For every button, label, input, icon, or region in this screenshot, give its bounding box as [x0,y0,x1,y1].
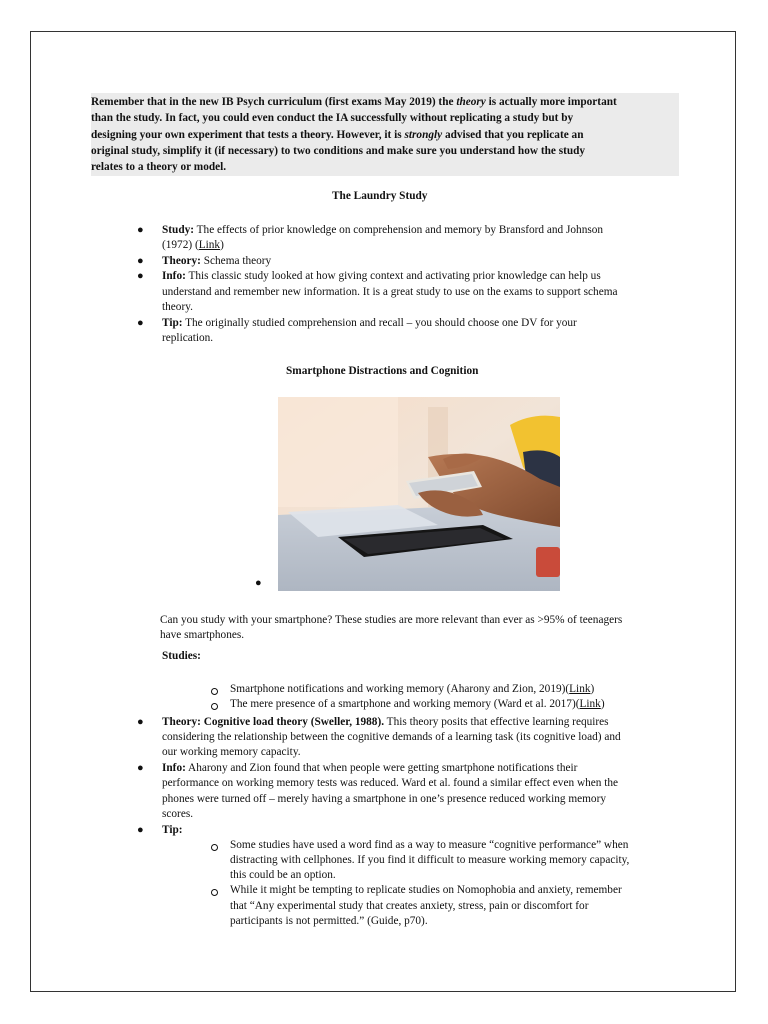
intro-text: original study, simplify it (if necessary) to two conditions and make sure you understand how the study [91,144,586,157]
smartphone-tip-line [162,823,183,839]
laundry-tip-line [162,316,577,332]
sub-bullet [211,844,218,851]
smartphone-intro-line: Can you study with your smartphone? These studies are more relevant than ever as >95% of teenagers [160,614,623,626]
intro-text: than the study. In fact, you could even conduct the IA successfully without replicating a study but by [91,112,574,125]
bullet: ● [137,255,144,267]
intro-text: designing your own experiment that tests a theory. However, it is [91,128,405,141]
tip-item-1-line-2: distracting with cellphones. If you find it difficult to measure working memory capacity, [230,854,630,866]
sub-bullet [211,703,218,710]
smartphone-intro-line-2: have smartphones. [160,629,245,641]
bullet: ● [137,270,144,282]
study-label: Study: [162,224,195,236]
study-text: The effects of prior knowledge on comprehension and memory by Bransford and Johnson [194,224,604,236]
info-text: Aharony and Zion found that when people were getting smartphone notifications their [185,762,578,774]
study-item-text: The mere presence of a smartphone and working memory (Ward et al. 2017)( [230,698,580,710]
smartphone-info-line [162,761,577,777]
bullet: ● [137,224,144,236]
smartphone-theory-line-2: considering the relationship between the cognitive demands of a learning task (its cognitive load) and [162,731,621,743]
study-item-2 [230,697,605,713]
sub-bullet [211,889,218,896]
intro-text: advised that you replicate an [442,128,584,141]
laundry-theory-line [162,254,271,270]
smartphone-info-line-2: performance on working memory tests was reduced. Ward et al. found a similar effect even when the [162,777,619,789]
intro-emphasis-theory: theory [456,96,486,108]
info-label: Info: [162,270,186,282]
tip-item-2-line-3: participants is not permitted.” (Guide, p70). [230,915,428,927]
intro-text: is actually more important [485,96,617,108]
tip-item-2-line-2: that “Any experimental study that creates anxiety, stress, pain or discomfort for [230,900,589,912]
smartphone-info-line-4: scores. [162,808,194,820]
intro-callout [91,93,679,176]
tip-label: Tip: [162,824,183,836]
laundry-study-line-2 [162,238,224,254]
tip-item-1-line-3: this could be an option. [230,869,336,881]
study-text: ) [220,239,224,251]
study-item-text: ) [600,698,605,710]
laundry-info-line-3: theory. [162,301,193,313]
laundry-info-line [162,269,601,285]
tip-label: Tip: [162,317,183,329]
intro-emphasis-strongly: strongly [404,128,443,141]
theory-label: Theory: [162,255,201,267]
bullet: ● [137,762,144,774]
laundry-info-line-2: understand and remember new information. It is a great study to use on the exams to support schema [162,286,618,298]
studies-label [162,649,201,665]
theory-label: Theory: Cognitive load theory (Sweller, 1988). [162,716,385,728]
theory-text: This theory posits that effective learning requires [384,716,609,728]
smartphone-info-line-3: phones were turned off – merely having a smartphone in one’s presence reduced working memory [162,793,606,805]
bullet: ● [255,577,262,589]
tip-text: The originally studied comprehension and recall – you should choose one DV for your [182,317,577,329]
tip-item-2: While it might be tempting to replicate studies on Nomophobia and anxiety, remember [230,884,622,896]
sub-bullet [211,688,218,695]
laundry-study-link[interactable]: Link [198,239,221,251]
info-text: This classic study looked at how giving context and activating prior knowledge can help us [185,270,601,282]
tip-item-1: Some studies have used a word find as a way to measure “cognitive performance” when [230,839,629,851]
bullet: ● [137,317,144,329]
info-label: Info: [162,762,186,774]
bullet: ● [137,716,144,728]
intro-text: Remember that in the new IB Psych curriculum (first exams May 2019) the [91,96,457,108]
smartphone-theory-line [162,715,609,731]
smartphone-photo [278,397,560,591]
study-2-link[interactable]: Link [579,698,601,710]
intro-text: relates to a theory or model. [91,161,227,174]
smartphone-photo-illustration [278,397,560,591]
theory-text: Schema theory [200,255,272,267]
smartphone-section-title: Smartphone Distractions and Cognition [286,365,479,377]
laundry-tip-line-2: replication. [162,332,214,344]
study-item-text: Smartphone notifications and working memory (Aharony and Zion, 2019)( [230,683,570,695]
bullet: ● [137,824,144,836]
studies-label-text: Studies: [162,650,201,662]
laundry-study-title: The Laundry Study [332,190,428,202]
study-text: (1972) ( [162,239,199,251]
document-page [30,31,736,992]
study-1-link[interactable]: Link [569,683,591,695]
study-item-1 [230,682,594,698]
study-item-text: ) [590,683,595,695]
laundry-study-line [162,223,603,239]
smartphone-theory-line-3: our working memory capacity. [162,746,301,758]
